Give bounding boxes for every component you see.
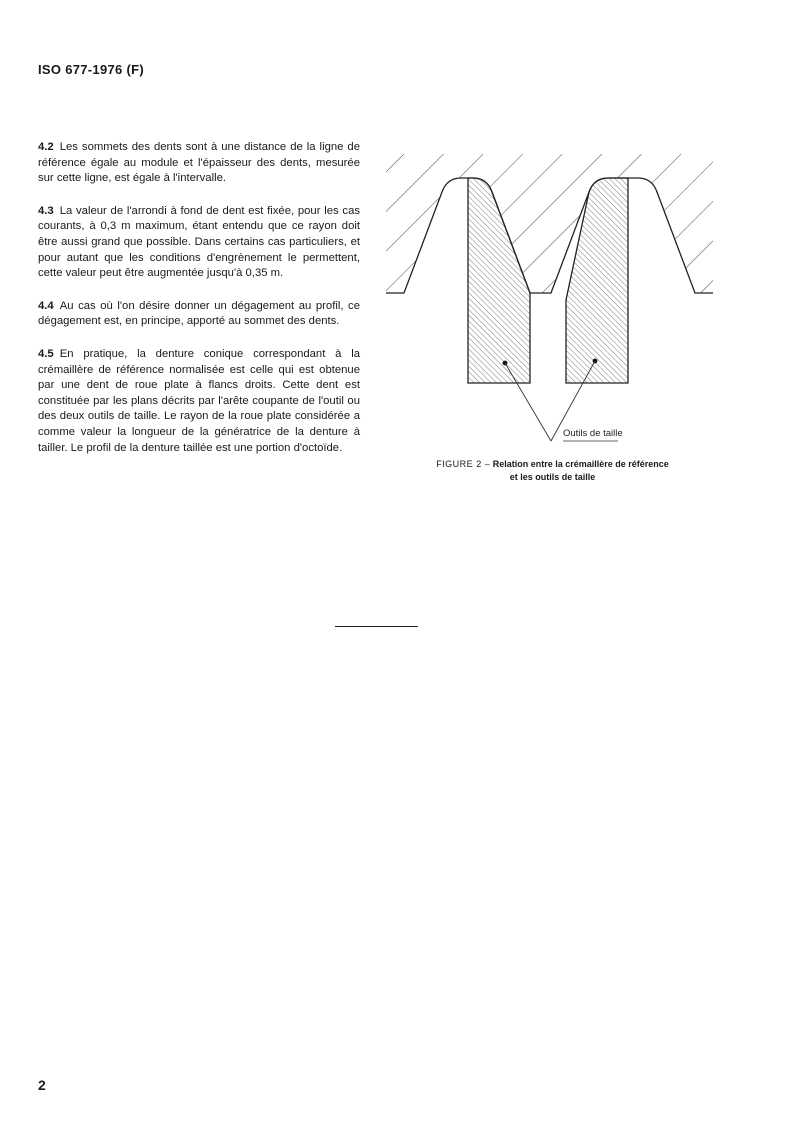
paragraph-text: Les sommets des dents sont à une distance de la ligne de référence égale au module et l'épaisseur des dents, mesurée sur cette ligne, est égale à l'intervalle. — [38, 141, 360, 185]
paragraph-4-3 — [38, 204, 360, 282]
section-separator — [335, 626, 418, 627]
figure-id: FIGURE 2 – — [436, 459, 491, 469]
rack-tools-diagram — [378, 140, 723, 450]
paragraph-number: 4.2 — [38, 141, 54, 153]
paragraph-number: 4.5 — [38, 347, 54, 360]
paragraph-text: En pratique, la denture conique correspondant à la crémaillère de référence normalisée est celle qui est obtenue par une dent de roue plate à flancs droits. Cette dent est constituée par les plans décrits par l'arête coupante de l'outil ou des deux outils de taille. Le rayon de la roue plate considérée a comme valeur la longueur de la génératrice de la denture à tailler. Le profil de la denture taillée est une portion d'octoïde. — [38, 347, 360, 454]
paragraph-text: Au cas où l'on désire donner un dégagement au profil, ce dégagement est, en principe, apporté au sommet des dents. — [38, 299, 360, 328]
paragraph-4-2 — [38, 140, 360, 187]
caption-text-line2: et les outils de taille — [509, 472, 596, 482]
paragraph-4-4 — [38, 299, 360, 330]
document-header: ISO 677-1976 (F) — [38, 62, 144, 77]
page-number: 2 — [38, 1077, 46, 1093]
text-column — [38, 140, 360, 473]
figure-caption — [380, 458, 725, 484]
paragraph-text: La valeur de l'arrondi à fond de dent est fixée, pour les cas courants, à 0,3 m maximum, étant entendu que ce rayon doit être aussi grand que possible. Dans certains cas particuliers, et pour autant que les conditions d'engrènement le permettent, cette valeur peut être augmentée jusqu'à 0,35 m. — [38, 204, 360, 280]
reference-rack — [386, 154, 713, 293]
paragraph-number: 4.4 — [38, 299, 54, 312]
tool-label: Outils de taille — [563, 428, 623, 439]
paragraph-number: 4.3 — [38, 204, 54, 217]
paragraph-4-5 — [38, 347, 360, 456]
caption-text: Relation entre la crémaillère de référence — [492, 459, 669, 469]
